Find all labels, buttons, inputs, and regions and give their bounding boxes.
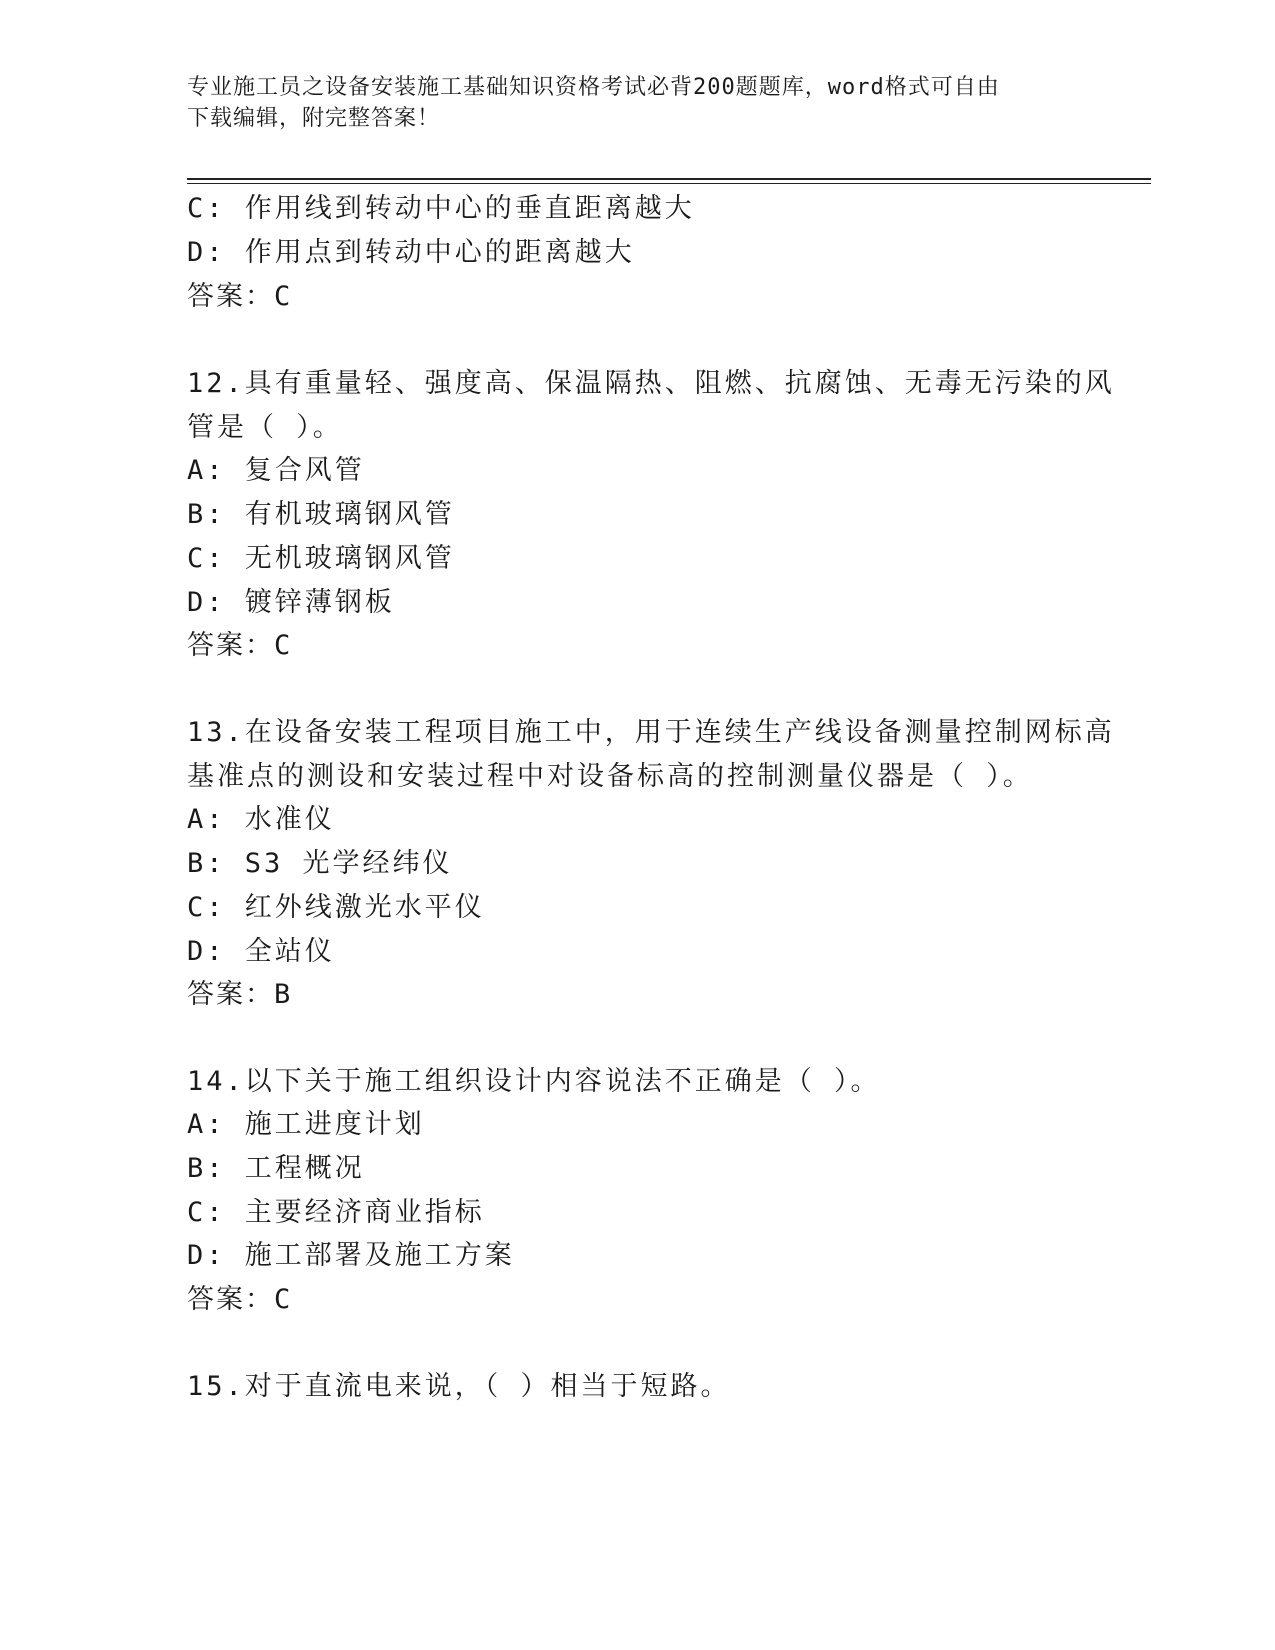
q13-option-b: B: S3 光学经纬仪 — [187, 848, 453, 879]
document-header — [187, 72, 1087, 134]
q14-stem-line-1: 14.以下关于施工组织设计内容说法不正确是（ ）。 — [187, 1066, 881, 1097]
answer-label: 答案： — [187, 1284, 274, 1315]
q14-option-d: D: 施工部署及施工方案 — [187, 1240, 515, 1271]
q13-option-c: C: 红外线激光水平仪 — [187, 892, 485, 923]
q14-option-c: C: 主要经济商业指标 — [187, 1197, 485, 1228]
q14-answer — [187, 1282, 290, 1318]
q12-stem-line-2: 管是（ ）。 — [187, 412, 343, 443]
q12-option-c: C: 无机玻璃钢风管 — [187, 543, 455, 574]
answer-value: C — [274, 1284, 291, 1315]
header-line-2: 下载编辑，附完整答案！ — [187, 106, 441, 131]
q13-stem-line-2: 基准点的测设和安装过程中对设备标高的控制测量仪器是（ ）。 — [187, 761, 1033, 792]
prev-answer — [187, 279, 290, 315]
header-rule-thin — [187, 183, 1151, 184]
q14-option-a: A: 施工进度计划 — [187, 1109, 425, 1140]
q12-option-a: A: 复合风管 — [187, 455, 365, 486]
q13-option-a: A: 水准仪 — [187, 804, 335, 835]
q12-option-d: D: 镀锌薄钢板 — [187, 587, 395, 618]
q13-stem-line-1: 13.在设备安装工程项目施工中，用于连续生产线设备测量控制网标高 — [187, 717, 1115, 748]
header-line-1: 专业施工员之设备安装施工基础知识资格考试必背200题题库，word格式可自由 — [187, 75, 1000, 100]
prev-option-d: D: 作用点到转动中心的距离越大 — [187, 237, 635, 268]
q13-answer — [187, 977, 290, 1013]
q13-option-d: D: 全站仪 — [187, 936, 335, 967]
answer-value: C — [274, 281, 291, 312]
answer-label: 答案： — [187, 979, 274, 1010]
header-rule-thick — [187, 178, 1151, 180]
q12-answer — [187, 628, 290, 664]
answer-value: B — [274, 979, 291, 1010]
answer-label: 答案： — [187, 630, 274, 661]
q15-stem-line-1: 15.对于直流电来说，（ ）相当于短路。 — [187, 1371, 731, 1402]
answer-value: C — [274, 630, 291, 661]
q12-stem-line-1: 12.具有重量轻、强度高、保温隔热、阻燃、抗腐蚀、无毒无污染的风 — [187, 368, 1115, 399]
q12-option-b: B: 有机玻璃钢风管 — [187, 499, 455, 530]
prev-option-c: C: 作用线到转动中心的垂直距离越大 — [187, 193, 695, 224]
q14-option-b: B: 工程概况 — [187, 1153, 365, 1184]
answer-label: 答案： — [187, 281, 274, 312]
